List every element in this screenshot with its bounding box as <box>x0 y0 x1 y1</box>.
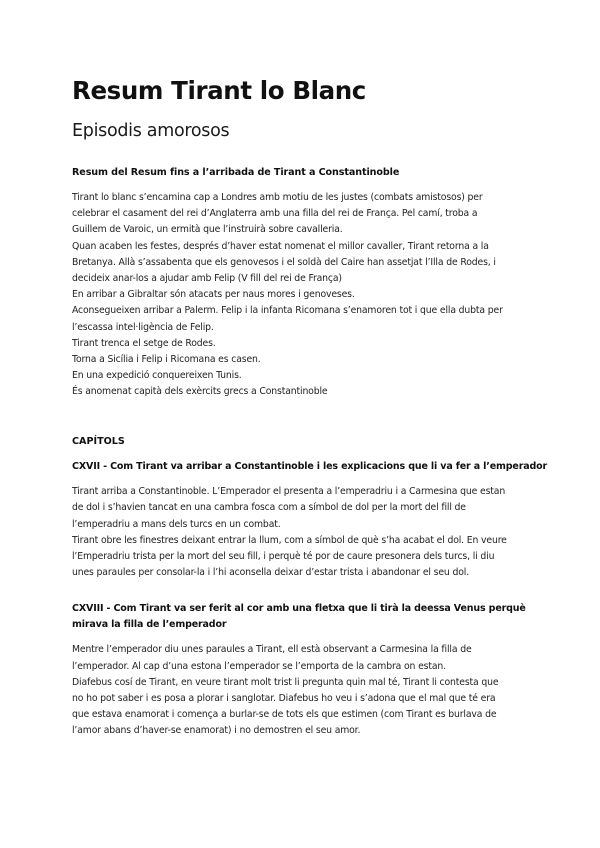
chapter-heading-line: CXVII - Com Tirant va arribar a Constantinoble i les explicacions que li va fer a l’emperador <box>72 460 548 472</box>
chapter-line: l’amor abans d’haver-se enamorat) i no demostren el seu amor. <box>72 725 361 737</box>
summary-line: En una expedició conquereixen Tunis. <box>72 370 242 382</box>
summary-paragraph <box>72 190 528 401</box>
document-title: Resum Tirant lo Blanc <box>72 76 366 105</box>
summary-line: Quan acaben les festes, després d’haver estat nomenat el millor cavaller, Tirant retorna a la <box>72 240 489 252</box>
chapter-paragraph <box>72 484 528 581</box>
chapter-line: no ho pot saber i es posa a plorar i sanglotar. Diafebus ho veu i s’adona que el mal que té era <box>72 692 496 704</box>
summary-line: Bretanya. Allà s’assabenta que els genovesos i el soldà del Caire han assetjat l’Illa de Rodes, i <box>72 256 496 268</box>
chapter-heading <box>72 459 548 475</box>
summary-line: És anomenat capità dels exèrcits grecs a Constantinoble <box>72 386 328 398</box>
summary-line: En arribar a Gibraltar són atacats per naus mores i genoveses. <box>72 289 355 301</box>
summary-line: Torna a Sicília i Felip i Ricomana es casen. <box>72 354 261 366</box>
document-subtitle: Episodis amorosos <box>72 121 230 141</box>
chapter-heading-line: mirava la filla de l’emperador <box>72 618 227 630</box>
chapter-line: que estava enamorat i comença a burlar-se de tots els que estimen (com Tirant es burlava de <box>72 709 497 721</box>
chapter-line: Tirant arriba a Constantinoble. L’Emperador el presenta a l’emperadriu i a Carmesina que estan <box>72 486 506 498</box>
summary-line: Aconsegueixen arribar a Palerm. Felip i la infanta Ricomana s’enamoren tot i que ella dubta per <box>72 305 503 317</box>
chapter-heading-line: CXVIII - Com Tirant va ser ferit al cor amb una fletxa que li tirà la deessa Venus perquè <box>72 603 526 615</box>
summary-line: Tirant lo blanc s’encamina cap a Londres amb motiu de les justes (combats amistosos) per <box>72 192 483 203</box>
chapter-line: l’emperadriu a mans dels turcs en un combat. <box>72 518 281 530</box>
chapter-line: Diafebus cosí de Tirant, en veure tirant molt trist li pregunta quin mal té, Tirant li contesta que <box>72 676 499 688</box>
summary-heading: Resum del Resum fins a l’arribada de Tirant a Constantinoble <box>72 167 400 178</box>
chapter-line: Tirant obre les finestres deixant entrar la llum, com a símbol de què s’ha acabat el dol. En veure <box>72 534 507 546</box>
chapter-line: l’Emperadriu trista per la mort del seu fill, i perquè té por de caure presonera dels turcs, li diu <box>72 550 495 562</box>
chapter-line: Mentre l’emperador diu unes paraules a Tirant, ell està observant a Carmesina la filla de <box>72 644 472 656</box>
summary-line: decideix anar-los a ajudar amb Felip (V fill del rei de França) <box>72 273 342 285</box>
chapter-line: l’emperador. Al cap d’una estona l’emperador se l’emporta de la cambra on estan. <box>72 660 446 672</box>
summary-line: celebrar el casament del rei d’Anglaterra amb una filla del rei de França. Pel camí, troba a <box>72 208 478 220</box>
summary-line: l’escassa intel·ligència de Felip. <box>72 321 214 333</box>
chapter-heading <box>72 601 528 632</box>
chapter-line: unes paraules per consolar-la i l’hi aconsella deixar d’estar trista i abandonar el seu dol. <box>72 567 470 579</box>
chapter-line: de dol i s’havien tancat en una cambra fosca com a símbol de dol per la mort del fill de <box>72 502 466 514</box>
summary-line: Tirant trenca el setge de Rodes. <box>72 337 216 349</box>
chapter-paragraph <box>72 642 528 739</box>
summary-line: Guillem de Varoic, un ermità que l’instruirà sobre cavalleria. <box>72 224 343 236</box>
chapters-heading: CAPÍTOLS <box>72 435 125 447</box>
